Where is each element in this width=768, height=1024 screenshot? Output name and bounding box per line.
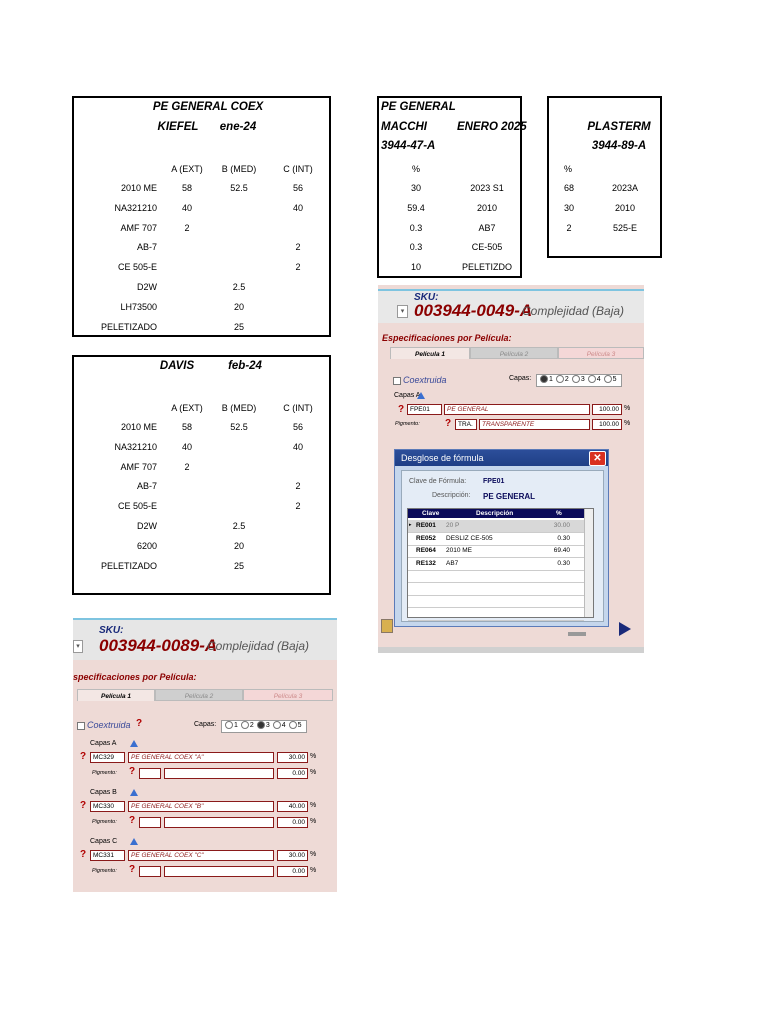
- macchi-table: [377, 96, 527, 278]
- capas-radio-3[interactable]: [257, 721, 265, 729]
- pigment-question-icon[interactable]: ?: [129, 864, 136, 875]
- table-cell-c: 56: [292, 183, 304, 193]
- checkbox-box: [393, 377, 401, 385]
- layer-desc-input[interactable]: PE GENERAL COEX "A": [128, 752, 274, 763]
- capas-radio-3[interactable]: [572, 375, 580, 383]
- table-row-name: 2010 ME: [120, 422, 157, 432]
- table-cell-c: 40: [292, 441, 304, 452]
- coextruida-label: Coextruida: [87, 720, 131, 730]
- capas-radio-4[interactable]: [588, 375, 596, 383]
- table-cell-c: 2: [295, 242, 301, 253]
- capas-radio-5[interactable]: [289, 721, 297, 729]
- macchi-pct-header: %: [411, 164, 421, 174]
- row-pointer-icon: ▸: [409, 522, 412, 528]
- grid-cell-pct: 0.30: [557, 534, 570, 542]
- table-row-name: AB-7: [136, 242, 157, 253]
- davis-date: feb-24: [228, 360, 262, 372]
- grid-row[interactable]: [408, 545, 584, 558]
- grid-empty-row: [408, 570, 584, 583]
- pigment-value-input[interactable]: 0.00: [277, 866, 308, 877]
- coextruida-label: Coextruida: [403, 375, 447, 385]
- capas-radio-group[interactable]: [536, 374, 622, 387]
- table-row-name: LH73500: [120, 301, 157, 312]
- pigment-pct: %: [310, 867, 317, 874]
- table-cell-b: 52.5: [230, 183, 248, 193]
- table-cell-name: 2023 S1: [470, 183, 504, 193]
- pigment-code-input[interactable]: [139, 768, 161, 779]
- kiefel-col-b: B (MED): [221, 164, 257, 174]
- table-cell-b: 25: [233, 321, 245, 332]
- flask-icon[interactable]: [130, 740, 138, 747]
- layer-value-input[interactable]: 30.00: [277, 850, 308, 861]
- capa-a-code-input[interactable]: FPE01: [407, 404, 442, 415]
- table-cell-pct: 30: [563, 202, 575, 213]
- film-tabs: [390, 347, 644, 359]
- pigment-value-input[interactable]: 0.00: [277, 817, 308, 828]
- capa-a-desc-input[interactable]: PE GENERAL: [444, 404, 590, 415]
- capas-label: Capas:: [194, 721, 217, 728]
- table-cell-b: 20: [233, 540, 245, 551]
- table-cell-name: 2010: [476, 202, 498, 213]
- capas-radio-label: 3: [265, 721, 270, 729]
- capas-selector: [194, 721, 216, 728]
- table-cell-pct: 59.4: [407, 202, 425, 213]
- table-row-name: 2010 ME: [120, 183, 157, 193]
- dialog-title: Desglose de fórmula: [395, 450, 608, 466]
- grid-cell-clave: RE001: [416, 522, 436, 529]
- tab-pelicula-1[interactable]: Película 1: [77, 689, 155, 701]
- table-cell-name: PELETIZDO: [461, 262, 513, 273]
- sku-top-line: [378, 289, 644, 291]
- kiefel-title: PE GENERAL COEX: [152, 101, 264, 113]
- flask-icon[interactable]: [130, 838, 138, 845]
- checkbox-box: [77, 722, 85, 730]
- formula-breakdown-dialog: [394, 449, 609, 627]
- sku-header-strip: [378, 289, 644, 323]
- pigment-question-icon[interactable]: ?: [129, 766, 136, 777]
- grid-row[interactable]: [408, 520, 584, 533]
- tab-pelicula-2[interactable]: Película 2: [155, 689, 243, 701]
- layer-code-input[interactable]: MC331: [90, 850, 125, 861]
- desc-value: PE GENERAL: [483, 492, 536, 501]
- davis-table: [72, 355, 331, 595]
- table-cell-a: 40: [181, 441, 193, 452]
- desc-label: Descripción:: [432, 492, 471, 499]
- table-cell-pct: 10: [410, 262, 422, 273]
- capas-selector: [509, 375, 531, 382]
- tab-pelicula-3[interactable]: Película 3: [243, 689, 333, 701]
- table-cell-pct: 0.3: [409, 242, 423, 253]
- pigment-pct: %: [310, 818, 317, 825]
- macchi-date: ENERO 2025: [457, 121, 527, 133]
- grid-cell-pct: 30.00: [553, 522, 570, 529]
- pigment-value-input[interactable]: 0.00: [277, 768, 308, 779]
- table-row-name: 6200: [136, 540, 157, 551]
- davis-col-b: B (MED): [221, 403, 257, 413]
- table-cell-a: 58: [181, 422, 193, 432]
- table-cell-b: 2.5: [232, 521, 246, 531]
- table-cell-c: 2: [295, 481, 301, 492]
- question-icon[interactable]: ?: [80, 751, 87, 762]
- capa-a-label: Capas A: [394, 392, 421, 399]
- grid-row[interactable]: [408, 533, 584, 546]
- davis-col-c: C (INT): [283, 403, 313, 413]
- layer-desc-input[interactable]: PE GENERAL COEX "B": [128, 801, 274, 812]
- capas-radio-label: 4: [596, 375, 601, 383]
- pigment-label: Pigmento:: [92, 819, 117, 825]
- sku-code: 003944-0089-A: [99, 636, 218, 655]
- tab-pelicula-2[interactable]: Película 2: [470, 347, 558, 359]
- grid-header: [408, 509, 593, 518]
- grid-col-desc: Descripción: [476, 510, 514, 517]
- grid-col-pct: %: [556, 510, 562, 517]
- grid-cell-desc: DESLIZ CE-505: [446, 534, 493, 542]
- table-cell-a: 2: [184, 461, 190, 472]
- table-row-name: NA321210: [114, 202, 157, 213]
- plasterm-code: 3944-89-A: [591, 140, 647, 152]
- layer-pct: %: [310, 802, 317, 809]
- pigment-desc-input[interactable]: [164, 866, 274, 877]
- table-cell-b: 2.5: [232, 282, 246, 292]
- clave-value: FPE01: [483, 478, 505, 485]
- pigment-desc-input[interactable]: [164, 768, 274, 779]
- pigment-question-icon[interactable]: ?: [129, 815, 136, 826]
- capas-label: Capas:: [509, 375, 532, 382]
- davis-machine: DAVIS: [159, 360, 195, 372]
- sku-0049-screenshot: [378, 285, 644, 653]
- grid-cell-desc: 2010 ME: [446, 547, 473, 554]
- table-row-name: AMF 707: [120, 461, 157, 472]
- grid-empty-row: [408, 595, 584, 608]
- layer-pct: %: [310, 753, 317, 760]
- capas-radio-label: 5: [297, 721, 302, 729]
- film-tabs: [77, 689, 333, 701]
- table-cell-name: 2010: [614, 202, 636, 213]
- pigment-label: Pigmento:: [92, 770, 117, 776]
- table-cell-a: 2: [184, 222, 190, 233]
- pigment-code-input[interactable]: [139, 817, 161, 828]
- sku-code: 003944-0049-A: [414, 301, 533, 320]
- capas-radio-2[interactable]: [241, 721, 249, 729]
- capas-radio-label: 1: [549, 375, 553, 383]
- formula-grid: [407, 508, 594, 618]
- layer-desc-input[interactable]: PE GENERAL COEX "C": [128, 850, 274, 861]
- table-row-name: NA321210: [114, 441, 157, 452]
- capas-radio-label: 3: [580, 375, 585, 383]
- capas-radio-label: 2: [564, 375, 569, 383]
- pigment-label: Pigmento:: [395, 421, 420, 427]
- kiefel-col-a: A (EXT): [171, 164, 203, 174]
- complexity-label: Complejidad (Baja): [522, 304, 625, 318]
- table-row-name: PELETIZADO: [100, 560, 157, 571]
- grid-cell-desc: AB7: [446, 559, 459, 567]
- grid-cell-desc: 20 P: [446, 522, 460, 529]
- spec-title: specificaciones por Película:: [73, 672, 197, 682]
- table-row-name: CE 505-E: [117, 262, 157, 273]
- layer-label: Capas A: [90, 740, 117, 747]
- plasterm-table: [547, 96, 662, 258]
- table-cell-a: 58: [181, 183, 193, 193]
- sku-label: SKU:: [414, 292, 439, 303]
- sku-header-strip: [73, 618, 337, 660]
- table-cell-name: 2023A: [611, 183, 639, 193]
- question-icon[interactable]: ?: [80, 800, 87, 811]
- table-row-name: D2W: [137, 521, 157, 531]
- pigment-pct: %: [310, 769, 317, 776]
- layer-value-input[interactable]: 30.00: [277, 752, 308, 763]
- capas-radio-4[interactable]: [273, 721, 281, 729]
- scroll-handle[interactable]: [568, 632, 586, 636]
- kiefel-machine: KIEFEL: [157, 121, 199, 133]
- table-cell-c: 2: [295, 262, 301, 273]
- table-cell-c: 40: [292, 202, 304, 213]
- grid-cell-clave: RE052: [416, 534, 436, 542]
- macchi-title: PE GENERAL: [381, 101, 456, 113]
- question-icon[interactable]: ?: [80, 849, 87, 860]
- capas-radio-label: 4: [281, 721, 286, 729]
- table-cell-name: AB7: [478, 222, 496, 233]
- grid-cell-clave: RE064: [416, 547, 436, 554]
- coextruida-checkbox[interactable]: [77, 720, 131, 730]
- grid-col-clave: Clave: [422, 510, 440, 517]
- pigment-pct: %: [624, 420, 631, 427]
- table-cell-pct: 0.3: [409, 222, 423, 233]
- pigment-value-input[interactable]: 100.00: [592, 419, 622, 430]
- pigment-desc-input[interactable]: [164, 817, 274, 828]
- capas-radio-label: 1: [234, 721, 238, 729]
- capa-a-pct: %: [624, 405, 631, 412]
- layer-label: Capas B: [90, 789, 117, 796]
- complexity-label: Complejidad (Baja): [207, 639, 310, 653]
- dialog-body: [401, 470, 604, 622]
- capas-radio-1[interactable]: [540, 375, 548, 383]
- flask-icon[interactable]: [130, 789, 138, 796]
- table-row-name: PELETIZADO: [100, 321, 157, 332]
- plasterm-pct-header: %: [563, 164, 573, 174]
- table-cell-b: 20: [233, 301, 245, 312]
- spec-title: Especificaciones por Película:: [382, 333, 512, 343]
- coextruida-question-icon[interactable]: ?: [136, 718, 143, 729]
- grid-empty-row: [408, 608, 584, 621]
- close-icon[interactable]: ✕: [589, 451, 606, 466]
- table-row-name: D2W: [137, 282, 157, 292]
- kiefel-col-c: C (INT): [283, 164, 313, 174]
- macchi-machine: MACCHI: [381, 121, 427, 133]
- layer-code-input[interactable]: MC329: [90, 752, 125, 763]
- table-cell-b: 52.5: [230, 422, 248, 432]
- kiefel-table: [72, 96, 331, 337]
- clave-label: Clave de Fórmula:: [409, 478, 467, 485]
- grid-cell-pct: 0.30: [557, 559, 570, 567]
- macchi-code: 3944-47-A: [381, 140, 436, 152]
- table-cell-pct: 2: [566, 222, 572, 233]
- sku-dropdown[interactable]: ▾: [397, 305, 408, 318]
- capas-radio-5[interactable]: [604, 375, 612, 383]
- capas-radio-2[interactable]: [556, 375, 564, 383]
- sku-top-line: [73, 618, 337, 620]
- question-icon[interactable]: ?: [398, 404, 405, 415]
- tab-pelicula-1[interactable]: Película 1: [390, 347, 470, 359]
- pigment-question-icon[interactable]: ?: [445, 418, 452, 429]
- capas-radio-group[interactable]: [221, 720, 307, 733]
- grid-cell-clave: RE132: [416, 559, 436, 567]
- plasterm-machine: PLASTERM: [587, 121, 651, 133]
- layer-label: Capas C: [90, 838, 118, 845]
- table-cell-c: 2: [295, 501, 301, 512]
- table-row-name: AMF 707: [120, 222, 157, 233]
- flask-icon[interactable]: [417, 392, 425, 399]
- sku-dropdown[interactable]: ▾: [73, 640, 83, 653]
- table-row-name: CE 505-E: [117, 501, 157, 512]
- pigment-desc-input[interactable]: TRANSPARENTE: [479, 419, 590, 430]
- pigment-label: Pigmento:: [92, 868, 117, 874]
- davis-col-a: A (EXT): [171, 403, 203, 413]
- grid-empty-row: [408, 583, 584, 596]
- table-cell-a: 40: [181, 202, 193, 213]
- tab-pelicula-3[interactable]: Película 3: [558, 347, 644, 359]
- grid-scrollbar[interactable]: [584, 509, 593, 617]
- footer-strip: [378, 647, 644, 653]
- table-cell-b: 25: [233, 560, 245, 571]
- capas-radio-label: 5: [612, 375, 617, 383]
- table-cell-name: 525-E: [612, 222, 638, 233]
- table-cell-pct: 30: [410, 183, 422, 193]
- sku-0089-screenshot: [73, 618, 337, 892]
- folder-icon[interactable]: [381, 619, 393, 633]
- capas-radio-1[interactable]: [225, 721, 233, 729]
- layer-code-input[interactable]: MC330: [90, 801, 125, 812]
- layer-value-input[interactable]: 40.00: [277, 801, 308, 812]
- capa-a-value-input[interactable]: 100.00: [592, 404, 622, 415]
- table-cell-pct: 68: [563, 183, 575, 193]
- pigment-code-input[interactable]: [139, 866, 161, 877]
- table-cell-c: 56: [292, 422, 304, 432]
- coextruida-checkbox[interactable]: [393, 375, 447, 385]
- table-cell-name: CE-505: [471, 242, 503, 253]
- capas-radio-label: 2: [249, 721, 254, 729]
- kiefel-date: ene-24: [219, 121, 257, 133]
- grid-row[interactable]: [408, 558, 584, 571]
- sku-label: SKU:: [99, 625, 124, 636]
- grid-cell-pct: 69.40: [553, 547, 570, 554]
- pigment-code-input[interactable]: TRA.: [455, 419, 477, 430]
- next-arrow-icon[interactable]: [619, 622, 631, 636]
- table-row-name: AB-7: [136, 481, 157, 492]
- layer-pct: %: [310, 851, 317, 858]
